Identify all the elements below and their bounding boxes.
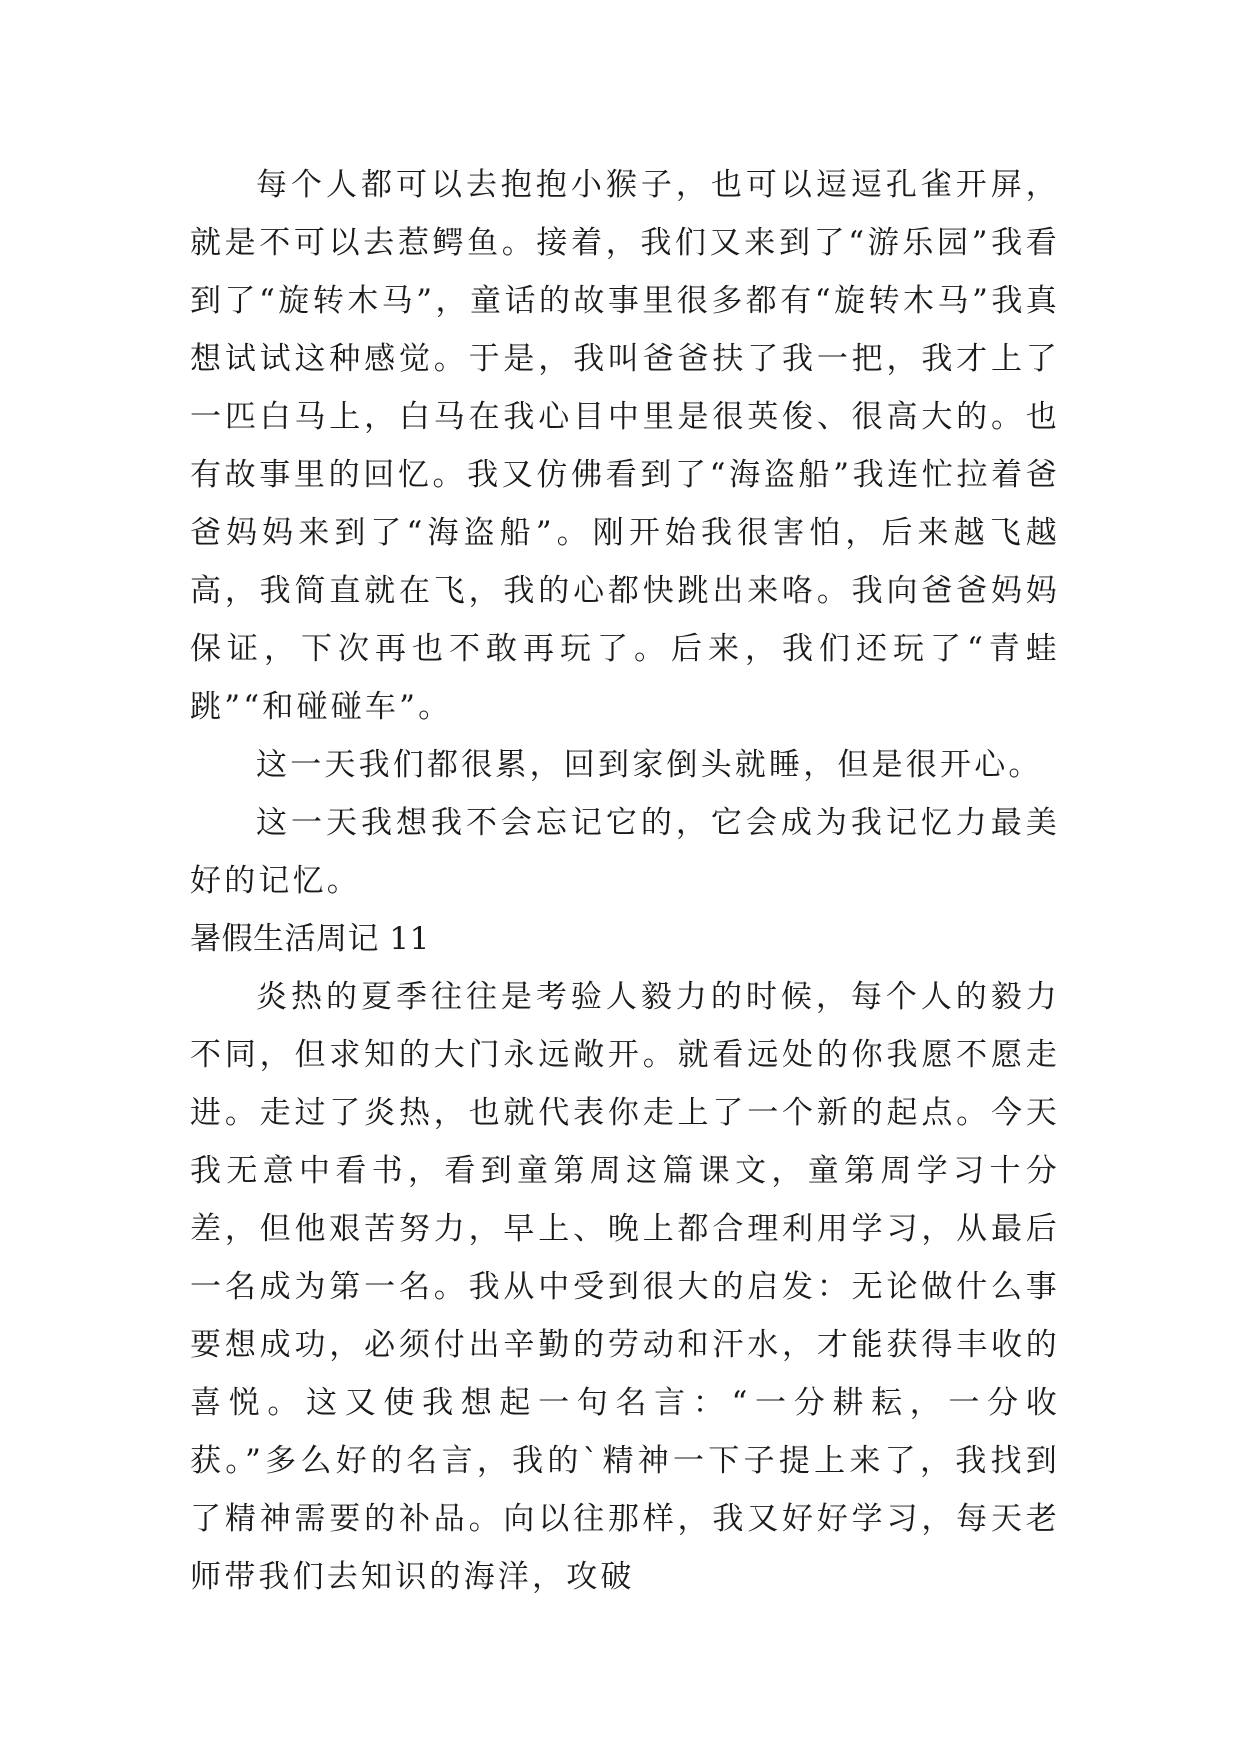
paragraph-tired-but-happy: 这一天我们都很累，回到家倒头就睡，但是很开心。 — [256, 747, 1043, 783]
section-heading: 暑假生活周记 11 — [190, 921, 430, 957]
paragraph-zoo-and-playground: 每个人都可以去抱抱小猴子，也可以逗逗孔雀开屏，就是不可以去惹鳄鱼。接着，我们又来到了“游乐园”我看到了“旋转木马”，童话的故事里很多都有“旋转木马”我真想试试这种感觉。于是，我叫爸爸扶了我一把，我才上了一匹白马上，白马在我心目中里是很英俊、很高大的。也有故事里的回忆。我又仿佛看到了“海盗船”我连忙拉着爸爸妈妈来到了“海盗船”。刚开始我很害怕，后来越飞越高，我简直就在飞，我的心都快跳出来咯。我向爸爸妈妈保证，下次再也不敢再玩了。后来，我们还玩了“青蛙跳”“和碰碰车”。 — [190, 167, 1060, 725]
paragraph-summer-perseverance: 炎热的夏季往往是考验人毅力的时候，每个人的毅力不同，但求知的大门永远敞开。就看远处的你我愿不愿走进。走过了炎热，也就代表你走上了一个新的起点。今天我无意中看书，看到童第周这篇课文，童第周学习十分差，但他艰苦努力，早上、晚上都合理利用学习，从最后一名成为第一名。我从中受到很大的启发：无论做什么事要想成功，必须付出辛勤的劳动和汗水，才能获得丰收的喜悦。这又使我想起一句名言：“一分耕耘，一分收获。”多么好的名言，我的`精神一下子提上来了，我找到了精神需要的补品。向以往那样，我又好好学习，每天老师带我们去知识的海洋，攻破 — [190, 979, 1060, 1595]
paragraph-best-memory: 这一天我想我不会忘记它的，它会成为我记忆力最美好的记忆。 — [190, 805, 1060, 899]
document-body — [190, 156, 1060, 1606]
